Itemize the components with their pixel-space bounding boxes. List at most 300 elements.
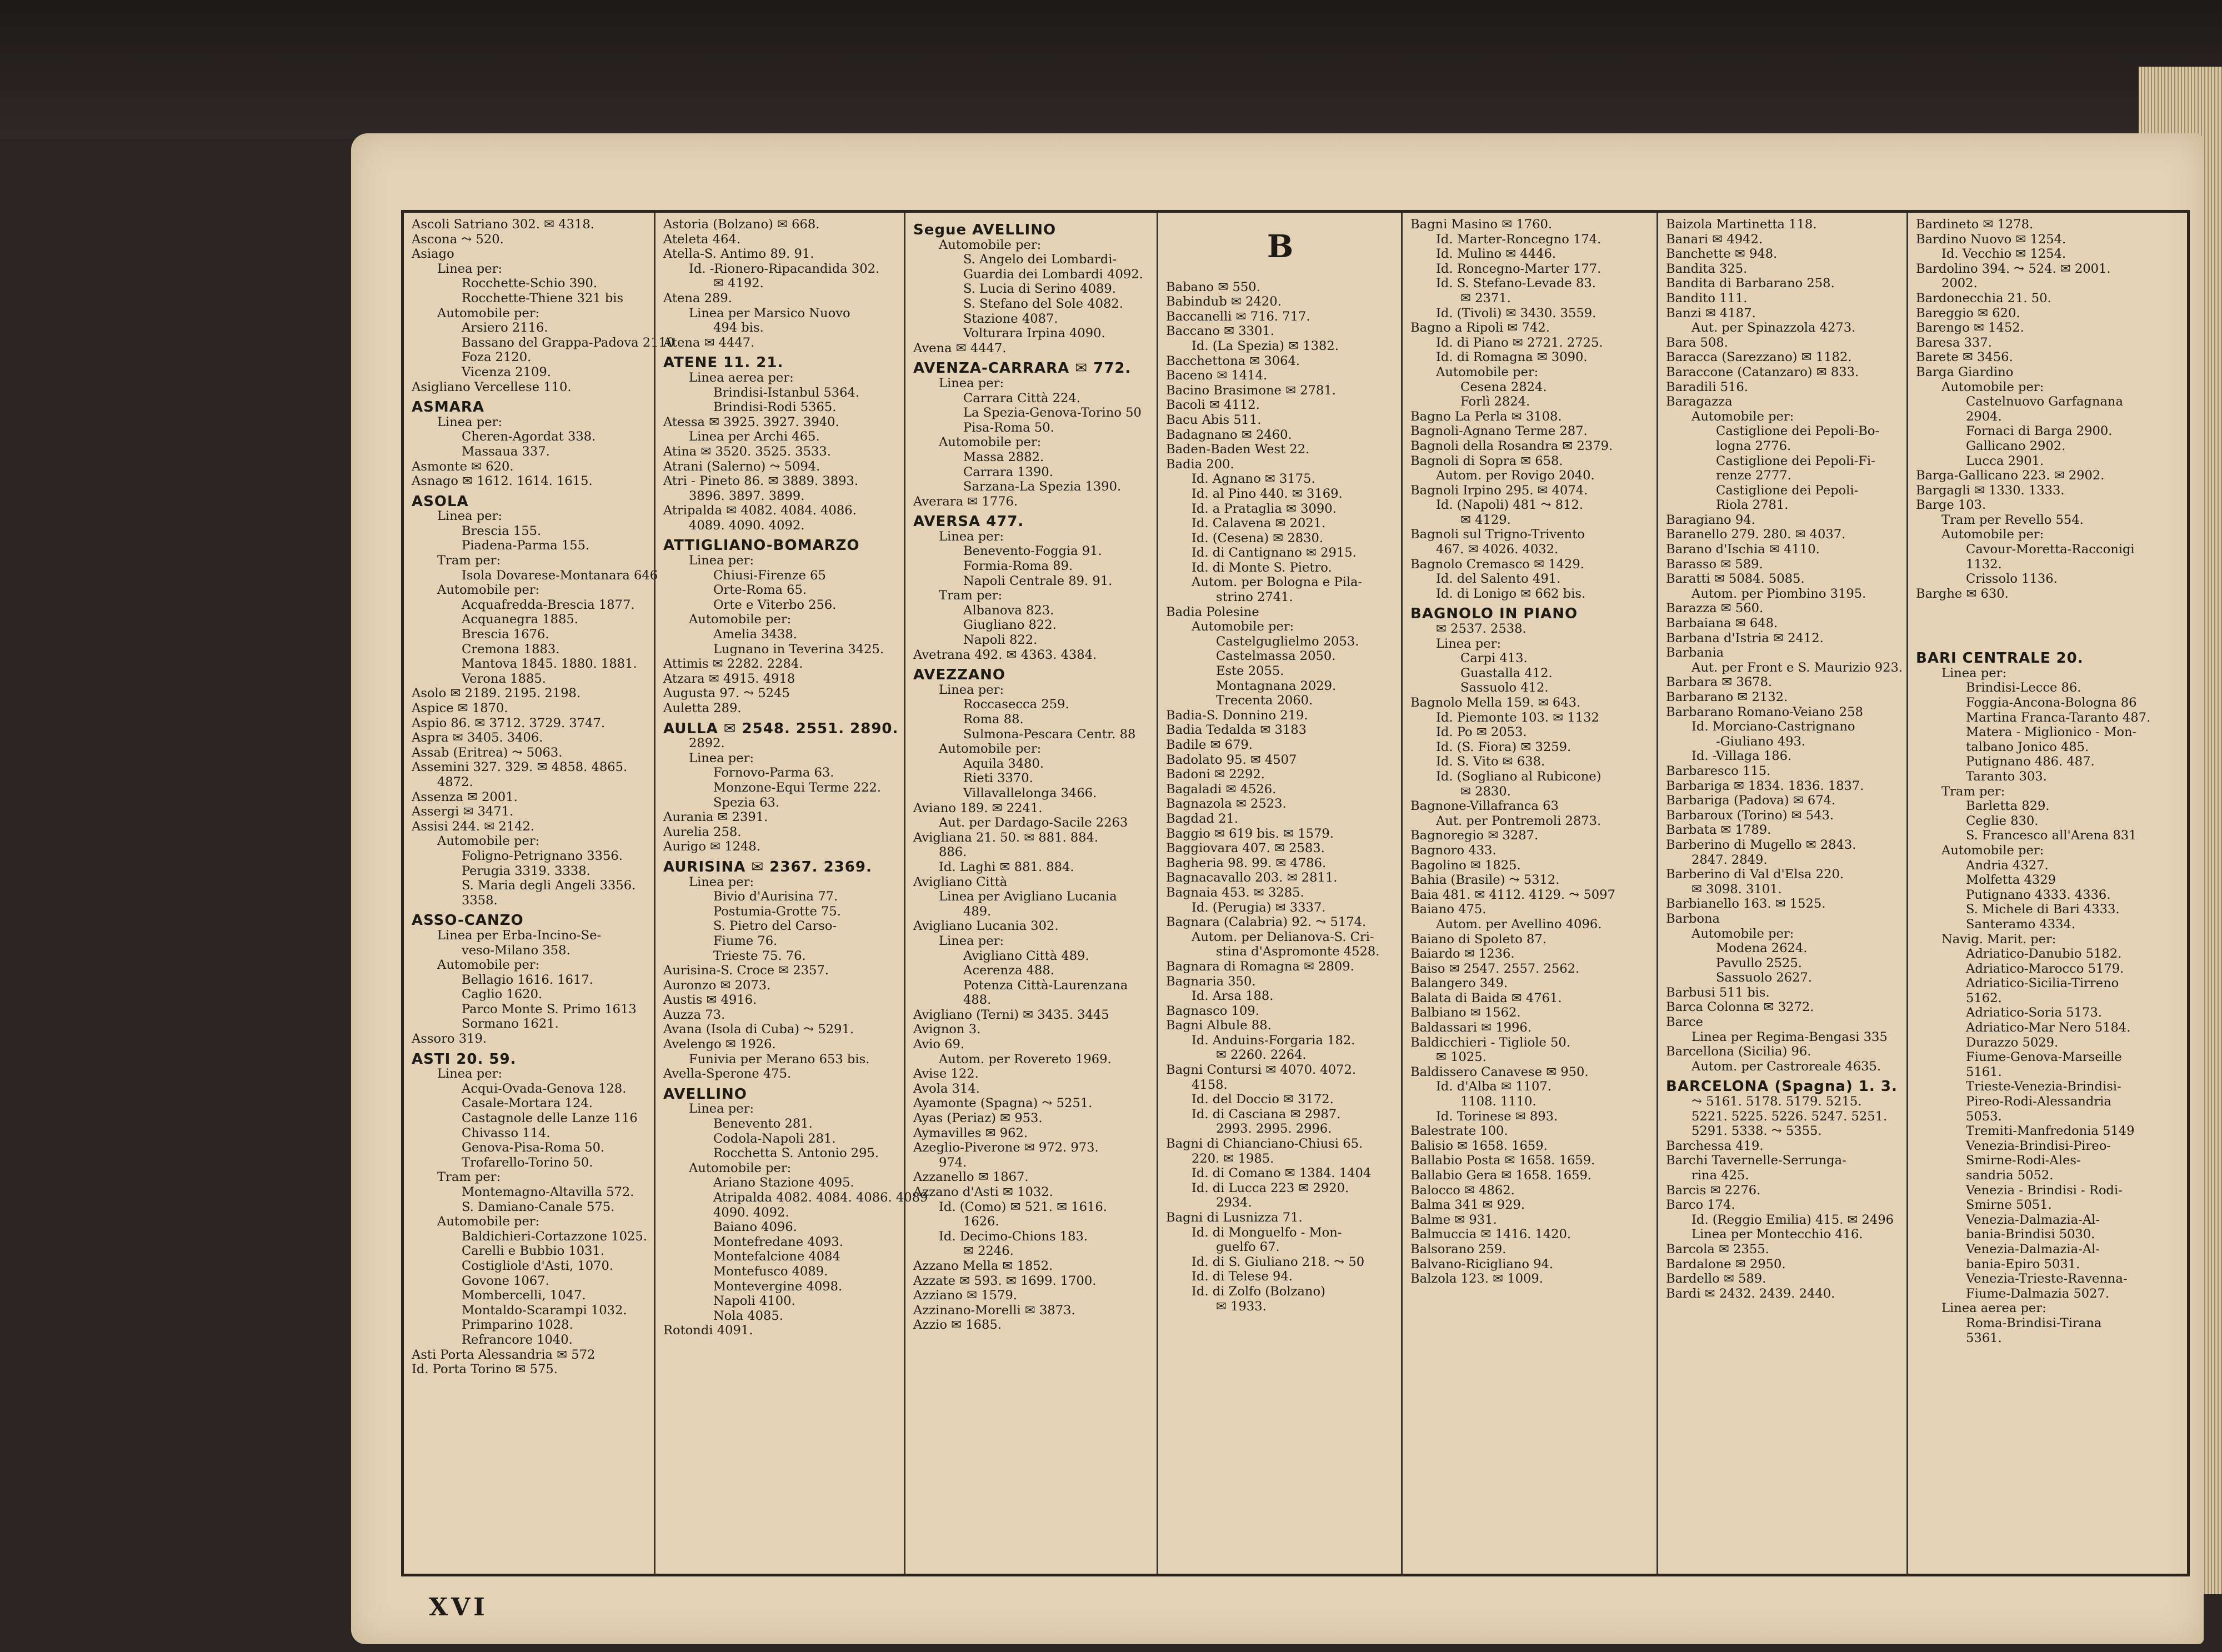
index-entry: Ascoli Satriano 302. ✉ 4318. [412, 217, 594, 232]
index-entry: Bacoli ✉ 4112. [1166, 398, 1260, 413]
index-entry: Automobile per: [939, 742, 1042, 757]
index-entry: Castelmassa 2050. [1216, 649, 1336, 664]
index-entry: Automobile per: [1192, 619, 1294, 634]
index-entry: Bagnaria 350. [1166, 974, 1256, 989]
section-letter: B [1267, 228, 1294, 265]
index-heading: AVENZA-CARRARA ✉ 772. [913, 360, 1132, 377]
index-entry: Villavallelonga 3466. [963, 785, 1097, 800]
index-entry: Assenza ✉ 2001. [412, 789, 518, 804]
index-entry: Bagno a Ripoli ✉ 742. [1410, 321, 1550, 336]
index-entry: Linea per: [939, 682, 1004, 697]
index-entry: Automobile per: [437, 306, 540, 321]
index-entry: Genova-Pisa-Roma 50. [462, 1140, 605, 1155]
index-entry: ✉ 2371. [1460, 291, 1511, 306]
index-entry: Avetrana 492. ✉ 4363. 4384. [913, 647, 1097, 662]
index-entry: Balvano-Ricigliano 94. [1410, 1256, 1554, 1271]
index-entry: Id. (Tivoli) ✉ 3430. 3559. [1436, 306, 1597, 321]
index-entry: Ayas (Periaz) ✉ 953. [913, 1111, 1043, 1126]
index-entry: Bardalone ✉ 2950. [1666, 1256, 1786, 1271]
index-entry: Linea per Erba-Incino-Se- [437, 928, 602, 943]
index-entry: Asiago [412, 247, 454, 262]
index-entry: Automobile per: [689, 612, 792, 627]
index-entry: Volturara Irpina 4090. [963, 326, 1105, 341]
index-entry: Bagnoli sul Trigno-Trivento [1410, 527, 1585, 542]
index-entry: 488. [963, 993, 992, 1008]
index-entry: Bagnolo Cremasco ✉ 1429. [1410, 557, 1584, 572]
index-entry: Nola 4085. [713, 1308, 783, 1323]
index-entry: Adriatico-Mar Nero 5184. [1966, 1020, 2131, 1035]
index-entry: Id. di Monte S. Pietro. [1192, 560, 1332, 575]
index-entry: Castelnuovo Garfagnana [1966, 394, 2123, 409]
index-entry: Bagnara di Romagna ✉ 2809. [1166, 959, 1354, 974]
index-column-6 [1657, 213, 1906, 1574]
index-entry: Bagnaia 453. ✉ 3285. [1166, 885, 1304, 900]
index-entry: Banzi ✉ 4187. [1666, 306, 1756, 321]
index-entry: Baratti ✉ 5084. 5085. [1666, 572, 1805, 587]
index-entry: Barghe ✉ 630. [1916, 586, 2009, 601]
index-entry: Bagno La Perla ✉ 3108. [1410, 409, 1562, 424]
index-entry: Avigliano (Terni) ✉ 3435. 3445 [913, 1007, 1109, 1022]
index-entry: Ayamonte (Spagna) ⤳ 5251. [913, 1096, 1093, 1111]
index-entry: Id. di Casciana ✉ 2987. [1192, 1107, 1341, 1122]
index-entry: ✉ 4129. [1460, 512, 1511, 527]
index-entry: Castiglione dei Pepoli-Fi- [1716, 453, 1875, 468]
index-entry: Fiume-Genova-Marseille [1966, 1050, 2122, 1065]
index-entry: Id. di Monguelfo - Mon- [1192, 1225, 1342, 1240]
index-entry: Linea per Archi 465. [689, 429, 820, 444]
index-entry: Bardineto ✉ 1278. [1916, 217, 2034, 232]
index-entry: Tremiti-Manfredonia 5149 [1966, 1124, 2135, 1139]
index-entry: Orte e Viterbo 256. [713, 597, 837, 612]
index-entry: Bagnone-Villafranca 63 [1410, 799, 1559, 814]
index-entry: Ballabio Posta ✉ 1658. 1659. [1410, 1153, 1595, 1168]
index-entry: Averara ✉ 1776. [913, 494, 1018, 509]
index-entry: Id. di Comano ✉ 1384. 1404 [1192, 1166, 1372, 1181]
index-entry: Brindisi-Rodi 5365. [713, 400, 837, 415]
index-entry: Atena ✉ 4447. [663, 335, 755, 350]
index-entry: Baldichieri-Cortazzone 1025. [462, 1229, 647, 1244]
index-entry: 2847. 2849. [1691, 852, 1768, 867]
index-entry: Avigliana 21. 50. ✉ 881. 884. [913, 830, 1099, 845]
index-entry: ✉ 2246. [963, 1244, 1014, 1259]
index-entry: ✉ 1025. [1436, 1050, 1487, 1065]
index-entry: Barga Giardino [1916, 364, 2014, 379]
index-entry: Barete ✉ 3456. [1916, 350, 2013, 365]
index-entry: Bacino Brasimone ✉ 2781. [1166, 383, 1336, 398]
index-entry: Venezia-Dalmazia-Al- [1966, 1212, 2100, 1227]
index-entry: Barcis ✉ 2276. [1666, 1183, 1761, 1198]
index-entry: Adriatico-Marocco 5179. [1966, 961, 2124, 976]
index-entry: Pavullo 2525. [1716, 955, 1802, 970]
index-entry: Baradili 516. [1666, 379, 1748, 394]
index-entry: Baggio ✉ 619 bis. ✉ 1579. [1166, 826, 1334, 841]
index-entry: Id. -Villaga 186. [1691, 749, 1792, 764]
index-entry: Chivasso 114. [462, 1125, 551, 1140]
index-entry: Baggiovara 407. ✉ 2583. [1166, 841, 1325, 856]
index-entry: Bagni Masino ✉ 1760. [1410, 217, 1553, 232]
index-entry: Rocchette-Thiene 321 bis [462, 291, 624, 306]
index-entry: Id. Piemonte 103. ✉ 1132 [1436, 710, 1599, 725]
index-entry: Id. (Cesena) ✉ 2830. [1192, 530, 1324, 545]
index-entry: Brescia 1676. [462, 627, 549, 642]
index-entry: Baraccone (Catanzaro) ✉ 833. [1666, 364, 1859, 379]
index-entry: Castiglione dei Pepoli-Bo- [1716, 424, 1880, 439]
index-entry: Barberino di Mugello ✉ 2843. [1666, 837, 1856, 852]
index-entry: Sassuolo 2627. [1716, 970, 1812, 985]
index-entry: Bardino Nuovo ✉ 1254. [1916, 232, 2066, 247]
index-entry: 3896. 3897. 3899. [689, 488, 805, 503]
index-entry: Bardello ✉ 589. [1666, 1271, 1766, 1286]
index-entry: Aymavilles ✉ 962. [913, 1125, 1028, 1140]
index-entry: Assoro 319. [412, 1032, 487, 1047]
index-entry: Barbana d'Istria ✉ 2412. [1666, 630, 1824, 645]
index-entry: Automobile per: [1941, 843, 2044, 858]
index-entry: Casale-Mortara 124. [462, 1096, 593, 1111]
index-entry: Id. Porta Torino ✉ 575. [412, 1362, 558, 1377]
index-entry: Id. di Romagna ✉ 3090. [1436, 350, 1588, 365]
index-entry: Automobile per: [689, 1160, 792, 1175]
index-entry: Badolato 95. ✉ 4507 [1166, 752, 1297, 767]
index-entry: 467. ✉ 4026. 4032. [1436, 542, 1559, 557]
index-entry: Barcola ✉ 2355. [1666, 1241, 1769, 1256]
index-entry: Navig. Marit. per: [1941, 932, 2056, 947]
index-entry: Bagaladi ✉ 4526. [1166, 782, 1277, 797]
index-entry: Aspice ✉ 1870. [412, 701, 508, 715]
index-entry: Linea per: [939, 933, 1004, 948]
index-entry: Automobile per: [1941, 379, 2044, 394]
index-entry: Bareggio ✉ 620. [1916, 306, 2020, 321]
index-entry: Mombercelli, 1047. [462, 1288, 586, 1303]
index-entry: ✉ 2830. [1460, 784, 1511, 799]
index-entry: Asmonte ✉ 620. [412, 459, 514, 474]
index-entry: Aurelia 258. [663, 824, 742, 839]
index-entry: Balme ✉ 931. [1410, 1212, 1497, 1227]
index-entry: Asnago ✉ 1612. 1614. 1615. [412, 474, 593, 489]
index-entry: Id. (La Spezia) ✉ 1382. [1192, 338, 1339, 353]
index-entry: Ateleta 464. [663, 232, 741, 247]
index-entry: Bara 508. [1666, 335, 1728, 350]
index-entry: Barberino di Val d'Elsa 220. [1666, 867, 1844, 882]
index-entry: Badia-S. Donnino 219. [1166, 708, 1308, 723]
index-entry: Balzola 123. ✉ 1009. [1410, 1271, 1543, 1286]
index-entry: Barbaroux (Torino) ✉ 543. [1666, 808, 1834, 823]
index-entry: Avigliano Lucania 302. [913, 919, 1059, 934]
index-entry: Babindub ✉ 2420. [1166, 294, 1282, 309]
index-entry: 2904. [1966, 409, 2002, 424]
index-column-3 [904, 213, 1157, 1574]
index-entry: Barchessa 419. [1666, 1138, 1764, 1153]
index-entry: Bassano del Grappa-Padova 2110 [462, 335, 675, 350]
index-entry: Amelia 3438. [713, 627, 797, 642]
index-entry: Bargagli ✉ 1330. 1333. [1916, 483, 2065, 498]
index-entry: guelfo 67. [1216, 1240, 1280, 1255]
index-entry: Bagdad 21. [1166, 811, 1239, 826]
index-entry: Id. (Como) ✉ 521. ✉ 1616. [939, 1199, 1107, 1214]
index-entry: Aut. per Spinazzola 4273. [1691, 321, 1856, 336]
index-entry: Linea per: [689, 874, 754, 889]
index-column-4 [1157, 213, 1401, 1574]
index-entry: Smirne 5051. [1966, 1198, 2052, 1213]
index-entry: 1132. [1966, 557, 2002, 572]
index-entry: Id. al Pino 440. ✉ 3169. [1192, 486, 1343, 501]
index-entry: Taranto 303. [1966, 769, 2047, 784]
index-entry: Pisa-Roma 50. [963, 420, 1054, 435]
index-entry: Smirne-Rodi-Ales- [1966, 1153, 2081, 1168]
index-entry: 2892. [689, 736, 725, 751]
index-entry: Attimis ✉ 2282. 2284. [663, 657, 803, 672]
index-entry: Id. S. Stefano-Levade 83. [1436, 276, 1596, 291]
index-entry: Assab (Eritrea) ⤳ 5063. [412, 745, 563, 760]
index-entry: Balata di Baida ✉ 4761. [1410, 990, 1562, 1005]
index-entry: Forlì 2824. [1460, 394, 1530, 409]
index-entry: Napoli 822. [963, 633, 1038, 648]
index-entry: Bagnoregio ✉ 3287. [1410, 828, 1539, 843]
index-entry: Automobile per: [1691, 409, 1794, 424]
index-entry: Trofarello-Torino 50. [462, 1155, 593, 1170]
index-entry: S. Maria degli Angeli 3356. [462, 878, 636, 893]
index-entry: Fornovo-Parma 63. [713, 765, 834, 780]
index-entry: Barbianello 163. ✉ 1525. [1666, 897, 1826, 912]
index-entry: Barbata ✉ 1789. [1666, 823, 1771, 838]
index-entry: ✉ 2260. 2264. [1216, 1048, 1307, 1063]
index-entry: Id. di S. Giuliano 218. ⤳ 50 [1192, 1254, 1365, 1269]
index-entry: ✉ 1933. [1216, 1299, 1267, 1314]
index-entry: Brindisi-Istanbul 5364. [713, 385, 860, 400]
index-entry: Ascona ⤳ 520. [412, 232, 504, 247]
index-entry: Modena 2624. [1716, 941, 1808, 956]
index-entry: Avigliano Città 489. [963, 948, 1089, 963]
index-heading: AVELLINO [663, 1085, 747, 1103]
index-entry: Bandito 111. [1666, 291, 1748, 306]
index-entry: Venezia - Brindisi - Rodi- [1966, 1183, 2123, 1198]
index-entry: Linea per: [1436, 636, 1502, 651]
index-entry: Bivio d'Aurisina 77. [713, 889, 838, 904]
index-entry: Bacu Abis 511. [1166, 412, 1262, 427]
index-entry: 5162. [1966, 990, 2002, 1005]
index-entry: Bacchettona ✉ 3064. [1166, 353, 1300, 368]
index-entry: Ballabio Gera ✉ 1658. 1659. [1410, 1168, 1592, 1183]
index-entry: Baden-Baden West 22. [1166, 442, 1310, 457]
index-entry: Acqui-Ovada-Genova 128. [462, 1081, 627, 1096]
index-heading: AVERSA 477. [913, 513, 1024, 530]
index-entry: Sassuolo 412. [1460, 680, 1549, 695]
index-entry: strino 2741. [1216, 590, 1293, 605]
index-entry: Auzza 73. [663, 1007, 725, 1022]
index-entry: Carrara Città 224. [963, 391, 1080, 406]
index-entry: ⤳ 5161. 5178. 5179. 5215. [1691, 1094, 1862, 1109]
index-entry: Bandita 325. [1666, 261, 1748, 276]
index-entry: 4158. [1192, 1077, 1228, 1092]
index-entry: Montefredane 4093. [713, 1234, 843, 1249]
index-entry: Formia-Roma 89. [963, 559, 1073, 574]
index-entry: Asolo ✉ 2189. 2195. 2198. [412, 686, 581, 701]
index-entry: Rocchette-Schio 390. [462, 276, 598, 291]
index-entry: Automobile per: [939, 435, 1042, 450]
index-entry: Id. (Napoli) 481 ⤳ 812. [1436, 498, 1584, 513]
index-entry: Linea per: [939, 529, 1004, 544]
index-entry: Bagnoli della Rosandra ✉ 2379. [1410, 438, 1613, 453]
index-entry: Asigliano Vercellese 110. [412, 379, 572, 394]
index-entry: Aut. per Pontremoli 2873. [1436, 813, 1602, 828]
index-entry: Sulmona-Pescara Centr. 88 [963, 727, 1136, 742]
index-entry: Baizola Martinetta 118. [1666, 217, 1817, 232]
index-entry: Bagnara (Calabria) 92. ⤳ 5174. [1166, 915, 1367, 930]
index-entry: Bagni di Lusnizza 71. [1166, 1210, 1303, 1225]
index-entry: Barazza ✉ 560. [1666, 601, 1764, 616]
index-entry: Linea per: [437, 1067, 503, 1082]
index-entry: Barbariga ✉ 1834. 1836. 1837. [1666, 778, 1864, 793]
index-entry: Autom. per Piombino 3195. [1691, 586, 1866, 601]
page-number: XVI [429, 1593, 488, 1621]
index-entry: Autom. per Rovigo 2040. [1436, 468, 1595, 483]
index-entry: -Giuliano 493. [1716, 734, 1806, 749]
index-entry: 4089. 4090. 4092. [689, 518, 805, 533]
index-entry: Baceno ✉ 1414. [1166, 368, 1268, 383]
index-entry: Balmuccia ✉ 1416. 1420. [1410, 1227, 1572, 1242]
index-entry: Foligno-Petrignano 3356. [462, 848, 623, 863]
index-entry: Linea per: [437, 414, 503, 429]
index-entry: Avana (Isola di Cuba) ⤳ 5291. [663, 1022, 854, 1037]
index-column-1 [404, 213, 675, 1574]
index-entry: Caglio 1620. [462, 987, 543, 1002]
index-entry: Bellagio 1616. 1617. [462, 972, 593, 987]
index-entry: Id. Vecchio ✉ 1254. [1941, 247, 2066, 262]
index-entry: Riola 2781. [1716, 498, 1789, 513]
index-entry: Castelguglielmo 2053. [1216, 634, 1359, 649]
index-entry: Napoli Centrale 89. 91. [963, 573, 1113, 588]
index-entry: Barbona [1666, 911, 1720, 926]
index-entry: Potenza Città-Laurenzana [963, 978, 1128, 993]
index-entry: Linea per Montecchio 416. [1691, 1227, 1863, 1242]
index-entry: Baccano ✉ 3301. [1166, 324, 1274, 339]
index-entry: Id. Po ✉ 2053. [1436, 725, 1527, 740]
index-entry: S. Pietro del Carso- [713, 919, 837, 934]
index-heading: ASSO-CANZO [412, 912, 524, 929]
index-entry: Este 2055. [1216, 664, 1284, 679]
index-heading: BARI CENTRALE 20. [1916, 650, 2084, 667]
index-entry: Refrancore 1040. [462, 1332, 573, 1347]
index-entry: Asti Porta Alessandria ✉ 572 [412, 1347, 595, 1362]
index-entry: 974. [939, 1155, 967, 1170]
index-entry: Andria 4327. [1966, 858, 2049, 873]
index-entry: Barletta 829. [1966, 799, 2050, 814]
index-entry: Badia 200. [1166, 457, 1234, 472]
index-column-5 [1401, 213, 1657, 1574]
index-entry: Bardi ✉ 2432. 2439. 2440. [1666, 1286, 1835, 1301]
index-entry: Bagolino ✉ 1825. [1410, 858, 1521, 873]
index-entry: Mantova 1845. 1880. 1881. [462, 657, 637, 672]
index-entry: Avignon 3. [913, 1022, 981, 1037]
index-entry: Aurania ✉ 2391. [663, 810, 768, 825]
index-entry: Atripalda ✉ 4082. 4084. 4086. [663, 503, 857, 518]
index-entry: Autom. per Bologna e Pila- [1192, 575, 1363, 590]
index-entry: Govone 1067. [462, 1273, 549, 1288]
index-entry: Durazzo 5029. [1966, 1035, 2059, 1050]
index-heading: ASOLA [412, 493, 469, 510]
index-entry: Id. (Sogliano al Rubicone) [1436, 769, 1602, 784]
index-entry: Automobile per: [437, 583, 540, 598]
index-entry: Aut. per Front e S. Maurizio 923. [1691, 660, 1903, 675]
index-heading: ATTIGLIANO-BOMARZO [663, 537, 860, 554]
index-entry: Autom. per Castroreale 4635. [1691, 1059, 1881, 1074]
index-entry: Atella-S. Antimo 89. 91. [663, 247, 814, 262]
index-entry: ✉ 3098. 3101. [1691, 882, 1782, 897]
index-entry: Id. Marter-Roncegno 174. [1436, 232, 1602, 247]
index-entry: Adriatico-Sicilia-Tirreno [1966, 976, 2119, 991]
index-entry: Bagnazola ✉ 2523. [1166, 797, 1287, 812]
index-entry: Azzano d'Asti ✉ 1032. [913, 1185, 1053, 1199]
book-page [351, 133, 2204, 1644]
index-entry: Linea per Regima-Bengasi 335 [1691, 1029, 1888, 1044]
index-entry: Bardonecchia 21. 50. [1916, 291, 2051, 306]
index-entry: Baracca (Sarezzano) ✉ 1182. [1666, 350, 1852, 365]
index-entry: Avelengo ✉ 1926. [663, 1037, 776, 1052]
index-entry: Bagni Albule 88. [1166, 1018, 1272, 1033]
index-entry: Badoni ✉ 2292. [1166, 767, 1265, 782]
index-entry: Carrara 1390. [963, 464, 1053, 479]
index-entry: Aviano 189. ✉ 2241. [913, 800, 1043, 815]
index-entry: Barcellona (Sicilia) 96. [1666, 1044, 1811, 1059]
index-entry: Azeglio-Piverone ✉ 972. 973. [913, 1140, 1099, 1155]
index-entry: Linea per: [689, 553, 754, 568]
index-entry: Tram per: [939, 588, 1003, 603]
index-entry: Roma-Brindisi-Tirana [1966, 1315, 2102, 1330]
index-entry: Costigliole d'Asti, 1070. [462, 1258, 614, 1273]
index-entry: Atena 289. [663, 291, 732, 306]
index-entry: 5161. [1966, 1064, 2002, 1079]
index-entry: Aurisina-S. Croce ✉ 2357. [663, 963, 829, 978]
index-entry: Parco Monte S. Primo 1613 [462, 1002, 637, 1017]
index-entry: Barce [1666, 1015, 1703, 1030]
index-entry: Barasso ✉ 589. [1666, 557, 1763, 572]
index-entry: Id. -Rionero-Ripacandida 302. [689, 261, 880, 276]
index-entry: Cavour-Moretta-Racconigi [1966, 542, 2135, 557]
index-entry: Sormano 1621. [462, 1017, 559, 1032]
index-entry: 4872. [437, 774, 473, 789]
index-entry: Albanova 823. [963, 603, 1054, 618]
index-entry: Brescia 155. [462, 523, 542, 538]
index-entry: Aspio 86. ✉ 3712. 3729. 3747. [412, 715, 605, 730]
index-entry: Linea per Avigliano Lucania [939, 889, 1117, 904]
index-entry: Barbarano Romano-Veiano 258 [1666, 704, 1863, 719]
index-entry: Postumia-Grotte 75. [713, 904, 841, 919]
index-entry: ✉ 4192. [713, 276, 764, 291]
index-entry: Perugia 3319. 3338. [462, 863, 590, 878]
index-entry: Linea per Marsico Nuovo [689, 306, 850, 321]
index-entry: Castiglione dei Pepoli- [1716, 483, 1859, 498]
index-entry: 494 bis. [713, 321, 764, 336]
index-entry: Trieste 75. 76. [713, 948, 806, 963]
index-entry: Bagni Contursi ✉ 4070. 4072. [1166, 1063, 1357, 1078]
index-heading: AVEZZANO [913, 667, 1005, 684]
index-entry: Automobile per: [1436, 364, 1539, 379]
index-entry: Montagnana 2029. [1216, 678, 1337, 693]
index-entry: 220. ✉ 1985. [1192, 1151, 1274, 1166]
index-entry: Baldassari ✉ 1996. [1410, 1020, 1532, 1035]
index-entry: Atina ✉ 3520. 3525. 3533. [663, 444, 831, 459]
index-heading: ASTI 20. 59. [412, 1050, 517, 1068]
index-entry: Baia 481. ✉ 4112. 4129. ⤳ 5097 [1410, 887, 1615, 902]
index-entry: Carpi 413. [1460, 651, 1528, 666]
index-entry: Id. Morciano-Castrignano [1691, 719, 1855, 734]
background-table [0, 0, 2222, 139]
index-entry: Santeramo 4334. [1966, 917, 2076, 932]
index-entry: Tram per Revello 554. [1941, 512, 2084, 527]
index-entry: Id. del Salento 491. [1436, 572, 1561, 587]
index-entry: Baldissero Canavese ✉ 950. [1410, 1064, 1589, 1079]
index-entry: Azziano ✉ 1579. [913, 1288, 1017, 1303]
index-entry: Balocco ✉ 4862. [1410, 1183, 1515, 1198]
